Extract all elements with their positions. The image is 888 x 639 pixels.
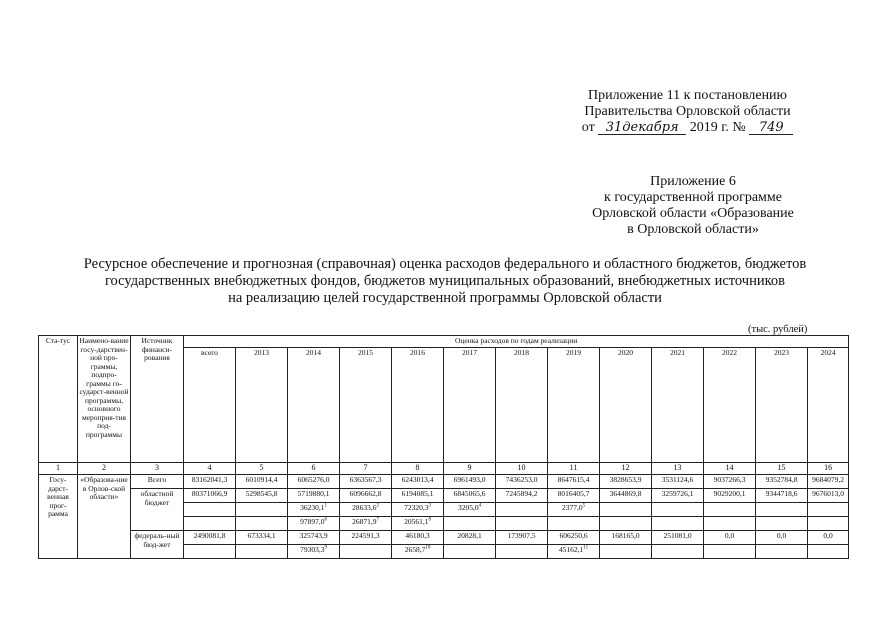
source-cell: областной бюджет [131, 489, 184, 531]
budget-table [38, 335, 849, 559]
column-number: 16 [808, 463, 849, 475]
column-number-row [39, 463, 849, 475]
empty-cell [184, 545, 236, 559]
empty-cell [496, 503, 548, 517]
footnote-marker: 5 [582, 503, 586, 509]
empty-cell [652, 517, 704, 531]
empty-cell [600, 517, 652, 531]
value-cell: 606250,6 [548, 531, 600, 545]
appendix-6-line3: Орловской области «Образование [592, 206, 794, 221]
header-year: 2013 [236, 348, 288, 463]
footnote-marker: 4 [478, 503, 482, 509]
value-text: 72320,3 [404, 503, 429, 512]
table-row-regional [39, 489, 849, 503]
appendix-6-line2: к государственной программе [604, 190, 782, 205]
empty-cell [184, 517, 236, 531]
value-cell: 673334,1 [236, 531, 288, 545]
value-cell [548, 545, 600, 559]
header-year: 2023 [756, 348, 808, 463]
header-year: 2018 [496, 348, 548, 463]
empty-cell [236, 503, 288, 517]
footnote-marker: 3 [428, 503, 431, 509]
empty-cell [496, 517, 548, 531]
program-name-cell: «Образова-ние в Орлов-ской области» [78, 475, 131, 559]
column-number: 2 [78, 463, 131, 475]
value-cell: 46180,3 [392, 531, 444, 545]
column-number: 7 [340, 463, 392, 475]
empty-cell [704, 545, 756, 559]
empty-cell [600, 545, 652, 559]
column-number: 4 [184, 463, 236, 475]
header-year: 2019 [548, 348, 600, 463]
footnote-marker: 2 [376, 503, 379, 509]
appendix-6-line1: Приложение 6 [650, 174, 736, 189]
empty-cell [808, 517, 849, 531]
value-cell: 7245894,2 [496, 489, 548, 503]
empty-cell [340, 545, 392, 559]
value-text: 36230,1 [300, 503, 325, 512]
value-cell [340, 503, 392, 517]
empty-cell [756, 545, 808, 559]
value-cell: 3644869,8 [600, 489, 652, 503]
column-number: 5 [236, 463, 288, 475]
empty-cell [808, 503, 849, 517]
value-text: 45162,1 [558, 545, 584, 554]
header-year: 2014 [288, 348, 340, 463]
value-cell: 168165,0 [600, 531, 652, 545]
value-cell: 6194085,1 [392, 489, 444, 503]
value-cell: 5719880,1 [288, 489, 340, 503]
empty-cell [756, 517, 808, 531]
title-line2: государственных внебюджетных фондов, бюджетов муниципальных образований, внебюджетных источников [104, 273, 786, 289]
value-cell: 9344718,6 [756, 489, 808, 503]
appendix-6-line4: в Орловской области» [627, 222, 759, 237]
value-cell [392, 517, 444, 531]
value-cell: 9676013,0 [808, 489, 849, 503]
empty-cell [236, 545, 288, 559]
footnote-marker: 11 [583, 545, 589, 551]
column-number: 15 [756, 463, 808, 475]
header-year: 2016 [392, 348, 444, 463]
value-cell: 8647615,4 [548, 475, 600, 489]
header-year: 2022 [704, 348, 756, 463]
title-line3: на реализацию целей государственной программы Орловской области [228, 290, 662, 306]
empty-cell [548, 517, 600, 531]
value-text: 28633,6 [352, 503, 377, 512]
status-cell: Госу-дарст-венная прог-рамма [39, 475, 78, 559]
appendix-11-date-line [560, 120, 815, 136]
value-cell: 6961493,0 [444, 475, 496, 489]
header-year: 2017 [444, 348, 496, 463]
empty-cell [756, 503, 808, 517]
empty-cell [444, 545, 496, 559]
value-cell: 325743,9 [288, 531, 340, 545]
header-source: Источник финанси-рования [131, 336, 184, 463]
footnote-marker: 7 [376, 517, 379, 523]
value-cell: 8016405,7 [548, 489, 600, 503]
empty-cell [808, 545, 849, 559]
empty-cell [184, 503, 236, 517]
handwritten-date: 31декабря [598, 121, 686, 135]
column-number: 10 [496, 463, 548, 475]
value-cell: 3259726,1 [652, 489, 704, 503]
value-cell: 9029200,1 [704, 489, 756, 503]
value-cell: 224591,3 [340, 531, 392, 545]
appendix-11-block [560, 88, 815, 136]
value-cell: 20828,1 [444, 531, 496, 545]
table-row-total [39, 475, 849, 489]
value-cell: 173907,5 [496, 531, 548, 545]
column-number: 13 [652, 463, 704, 475]
value-cell: 7436253,0 [496, 475, 548, 489]
title-line1: Ресурсное обеспечение и прогнозная (справочная) оценка расходов федерального и областного бюджетов, бюджетов [83, 256, 807, 272]
header-name: Наимено-вание госу-дарствен-ной про-граммы, подпро-граммы го-сударст-венной программы, основного мероприя-тия под-программы [78, 336, 131, 463]
header-status: Ста-тус [39, 336, 78, 463]
empty-cell [704, 517, 756, 531]
value-cell: 3828653,9 [600, 475, 652, 489]
empty-cell [652, 545, 704, 559]
value-cell [548, 503, 600, 517]
value-cell: 0,0 [808, 531, 849, 545]
value-text: 2658,7 [404, 545, 426, 554]
value-cell: 0,0 [756, 531, 808, 545]
value-cell: 6845065,6 [444, 489, 496, 503]
value-text: 2377,0 [561, 503, 583, 512]
value-cell: 6010914,4 [236, 475, 288, 489]
value-cell [288, 517, 340, 531]
empty-cell [496, 545, 548, 559]
header-year: 2015 [340, 348, 392, 463]
handwritten-number: 749 [749, 121, 793, 135]
value-text: 79303,3 [300, 545, 325, 554]
empty-cell [600, 503, 652, 517]
footnote-marker: 10 [425, 545, 431, 551]
from-label: от [581, 120, 595, 135]
value-cell: 9037266,3 [704, 475, 756, 489]
appendix-11-line1: Приложение 11 к постановлению [587, 88, 788, 103]
source-cell: федераль-ный бюд-жет [131, 531, 184, 559]
value-text: 26871,9 [352, 517, 377, 526]
empty-cell [652, 503, 704, 517]
value-text: 97897,0 [300, 517, 325, 526]
value-cell: 2490081,8 [184, 531, 236, 545]
header-estimate: Оценка расходов по годам реализации [184, 336, 849, 348]
value-cell: 83162041,3 [184, 475, 236, 489]
column-number: 8 [392, 463, 444, 475]
column-number: 11 [548, 463, 600, 475]
column-number: 12 [600, 463, 652, 475]
empty-cell [444, 517, 496, 531]
appendix-6-block [568, 174, 818, 238]
footnote-marker: 1 [324, 503, 327, 509]
table-row-federal [39, 531, 849, 545]
value-text: 20561,1 [404, 517, 429, 526]
column-number: 3 [131, 463, 184, 475]
value-cell: 9684079,2 [808, 475, 849, 489]
column-number: 9 [444, 463, 496, 475]
value-cell: 6065276,0 [288, 475, 340, 489]
column-number: 14 [704, 463, 756, 475]
header-year-total: всего [184, 348, 236, 463]
value-cell: 9352784,8 [756, 475, 808, 489]
header-year: 2024 [808, 348, 849, 463]
value-cell [392, 545, 444, 559]
value-cell [340, 517, 392, 531]
value-text: 3205,0 [457, 503, 479, 512]
column-number: 1 [39, 463, 78, 475]
value-cell: 6363567,3 [340, 475, 392, 489]
year-label: 2019 г. № [689, 120, 746, 135]
header-year: 2020 [600, 348, 652, 463]
appendix-11-line2: Правительства Орловской области [584, 104, 791, 119]
value-cell: 5298545,8 [236, 489, 288, 503]
value-cell: 251081,0 [652, 531, 704, 545]
header-row-1 [39, 336, 849, 348]
value-cell [392, 503, 444, 517]
value-cell: 0,0 [704, 531, 756, 545]
value-cell [288, 503, 340, 517]
source-cell: Всего [131, 475, 184, 489]
footnote-marker: 9 [324, 545, 327, 551]
footnote-marker: 6 [324, 517, 327, 523]
value-cell: 3531124,6 [652, 475, 704, 489]
value-cell [444, 503, 496, 517]
header-year: 2021 [652, 348, 704, 463]
document-title [60, 256, 830, 307]
value-cell [288, 545, 340, 559]
units-label: (тыс. рублей) [748, 324, 808, 335]
empty-cell [236, 517, 288, 531]
value-cell: 6096662,8 [340, 489, 392, 503]
value-cell: 6243013,4 [392, 475, 444, 489]
empty-cell [704, 503, 756, 517]
footnote-marker: 8 [428, 517, 431, 523]
column-number: 6 [288, 463, 340, 475]
value-cell: 80371066,9 [184, 489, 236, 503]
